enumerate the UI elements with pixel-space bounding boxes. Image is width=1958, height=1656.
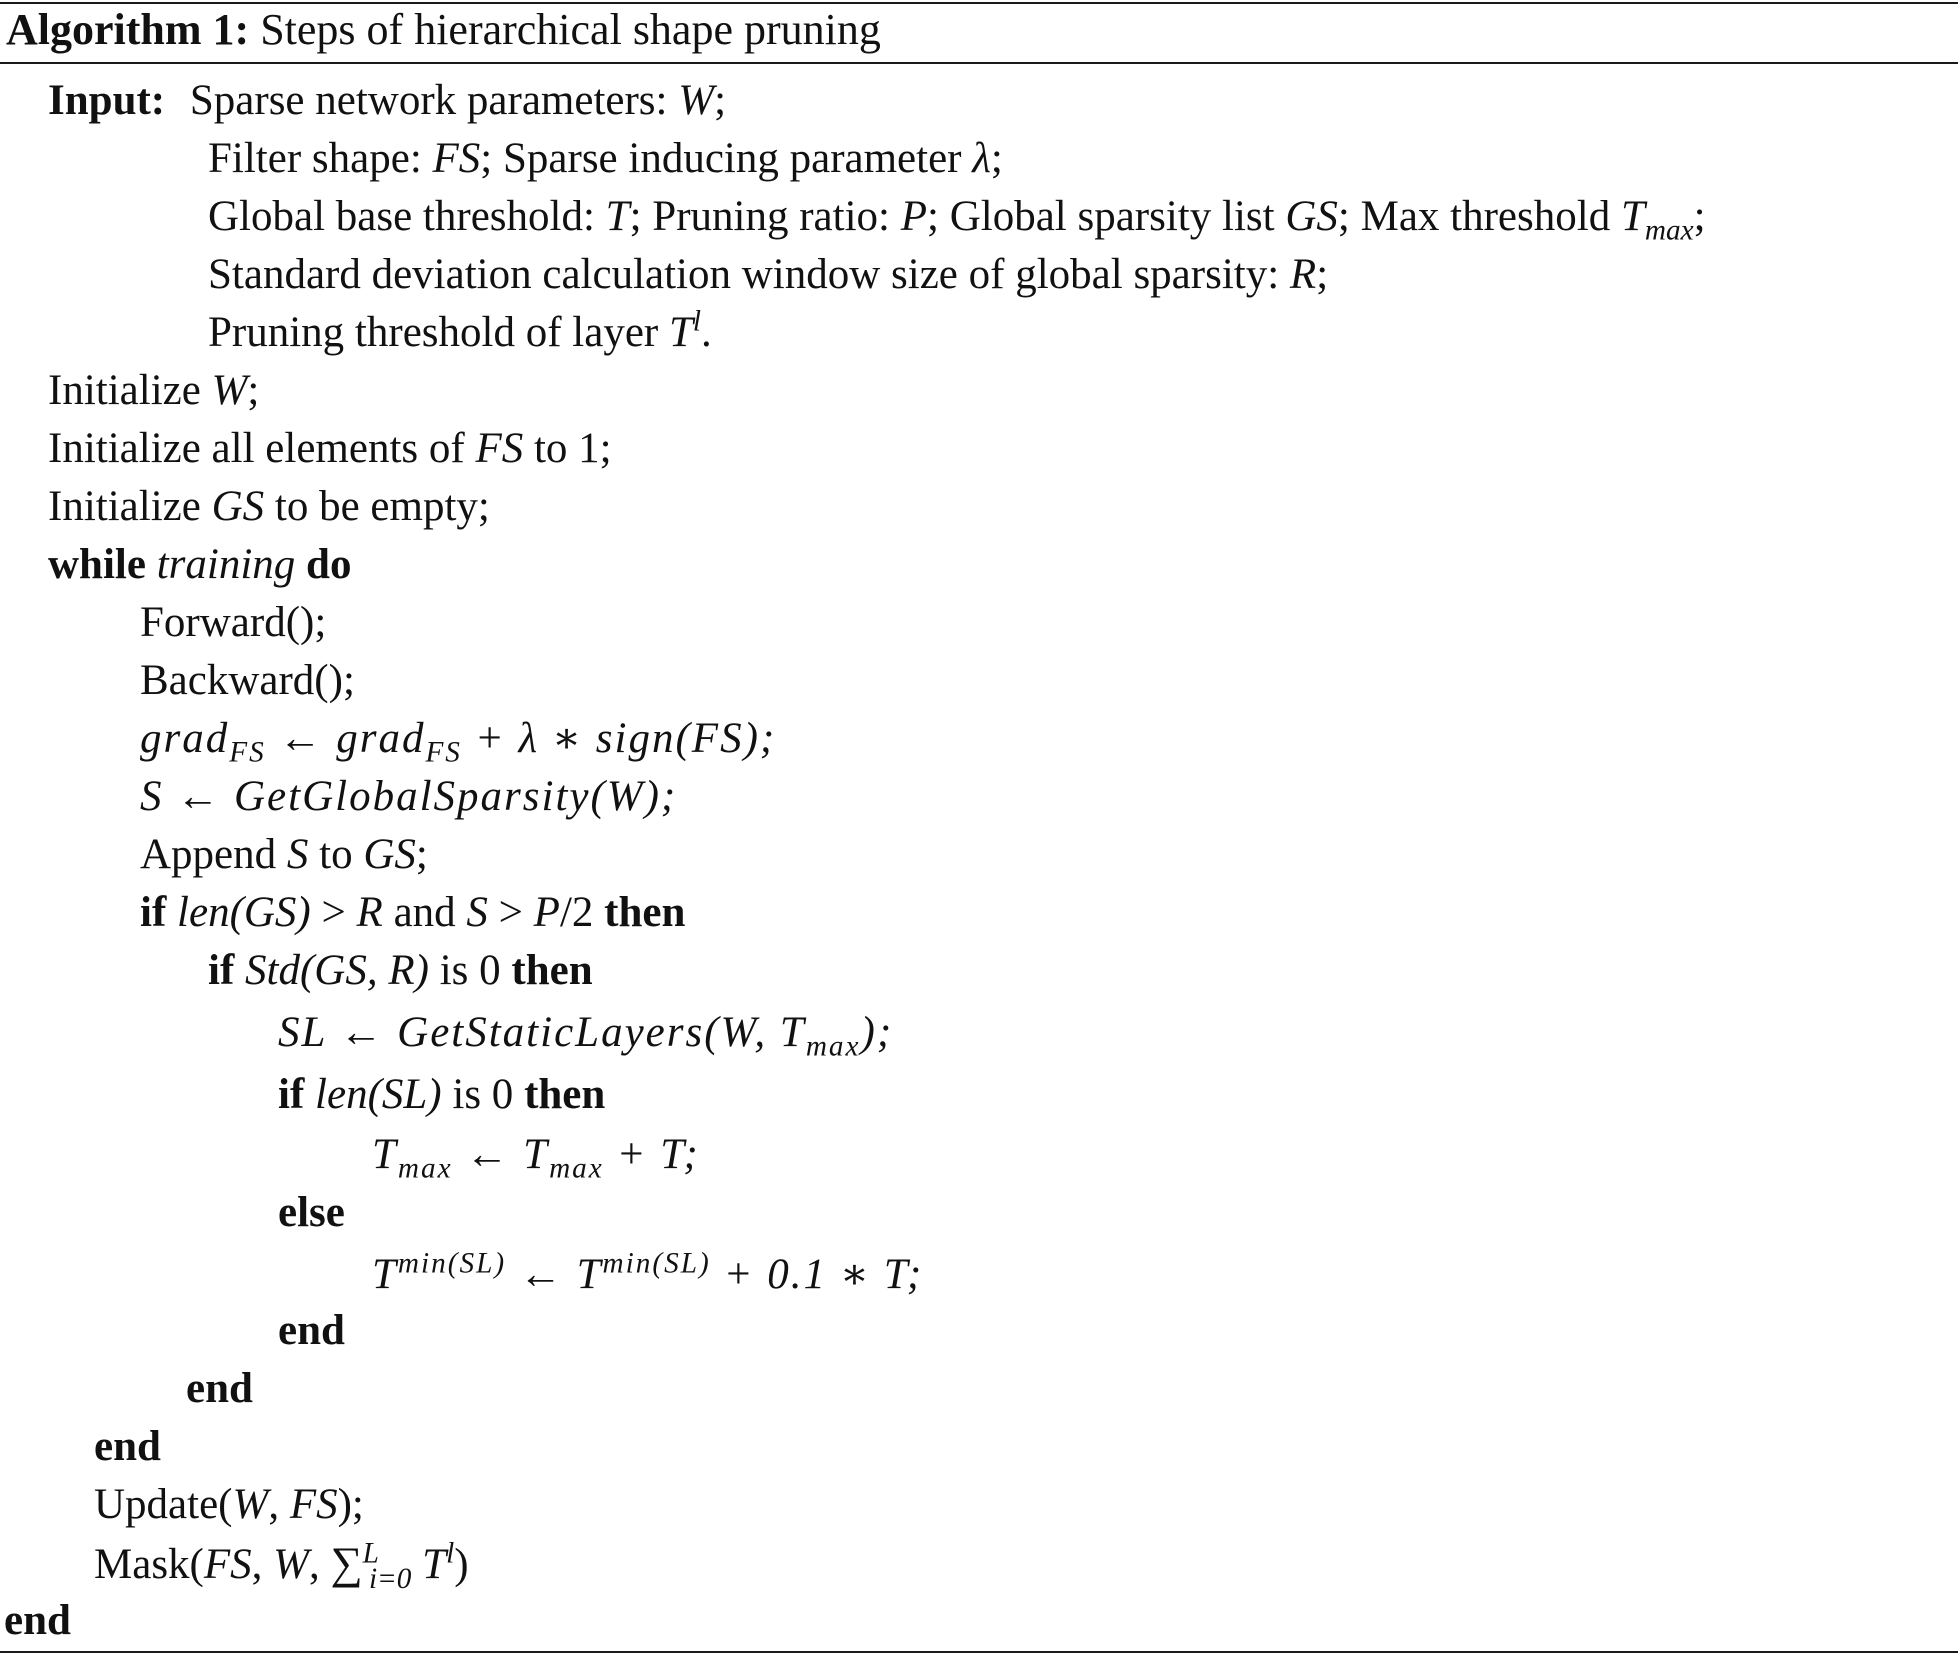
input-line-5: Pruning threshold of layer $T^l$. bbox=[208, 305, 712, 356]
algorithm-title bbox=[6, 0, 881, 60]
tmax-update-line: $T_{max}$ ← $T_{max} + T$; bbox=[372, 1131, 700, 1185]
if-len-sl-line: if len(SL) is 0 then bbox=[278, 1071, 606, 1118]
input-line-3: Global base threshold: T; Pruning ratio: P; Global sparsity list GS; Max threshold $T_{max}$; bbox=[208, 193, 1706, 247]
end-if-inner: end bbox=[278, 1307, 345, 1354]
static-layers-line: SL ← GetStaticLayers(W, $T_{max}$); bbox=[278, 1009, 894, 1063]
input-line-4: Standard deviation calculation window size of global sparsity: R; bbox=[208, 251, 1329, 298]
init-w-line: Initialize W; bbox=[48, 367, 260, 414]
init-fs-line: Initialize all elements of FS to 1; bbox=[48, 425, 612, 472]
tmin-update-line: $T^{min(SL)}$ ← $T^{min(SL)} + 0.1$ ∗ T; bbox=[372, 1247, 924, 1298]
input-keyword: Input: bbox=[48, 77, 166, 124]
sparsity-line: S ← GetGlobalSparsity(W); bbox=[140, 773, 678, 820]
do-keyword: do bbox=[306, 541, 352, 588]
init-gs-line: Initialize GS to be empty; bbox=[48, 483, 490, 530]
input-line-2: Filter shape: FS; Sparse inducing parameter λ; bbox=[208, 135, 1003, 182]
algorithm-label: Algorithm 1: bbox=[6, 5, 250, 54]
bottom-rule bbox=[0, 1651, 1958, 1653]
end-while: end bbox=[4, 1597, 71, 1644]
input-line-1: Input: Sparse network parameters: W; bbox=[48, 77, 727, 124]
if-length-line: if len(GS) > R and S > P/2 then bbox=[140, 889, 686, 936]
end-if-length: end bbox=[94, 1423, 161, 1470]
forward-line: Forward(); bbox=[140, 599, 327, 646]
title-rule bbox=[0, 62, 1958, 64]
append-line: Append S to GS; bbox=[140, 831, 428, 878]
else-line: else bbox=[278, 1189, 345, 1236]
backward-line: Backward(); bbox=[140, 657, 355, 704]
while-keyword: while bbox=[48, 541, 146, 588]
algorithm-name: Steps of hierarchical shape pruning bbox=[260, 5, 881, 54]
update-line: Update(W, FS); bbox=[94, 1481, 364, 1528]
while-line: while training do bbox=[48, 541, 352, 588]
if-std-line: if Std(GS, R) is 0 then bbox=[208, 947, 593, 994]
end-if-std: end bbox=[186, 1365, 253, 1412]
grad-update-line: grad$_{FS}$ ← grad$_{FS}$ + λ ∗ sign(FS); bbox=[140, 715, 777, 769]
mask-line: Mask(FS, W, ∑$^L_{i=0}$ $T^l$) bbox=[94, 1537, 469, 1595]
